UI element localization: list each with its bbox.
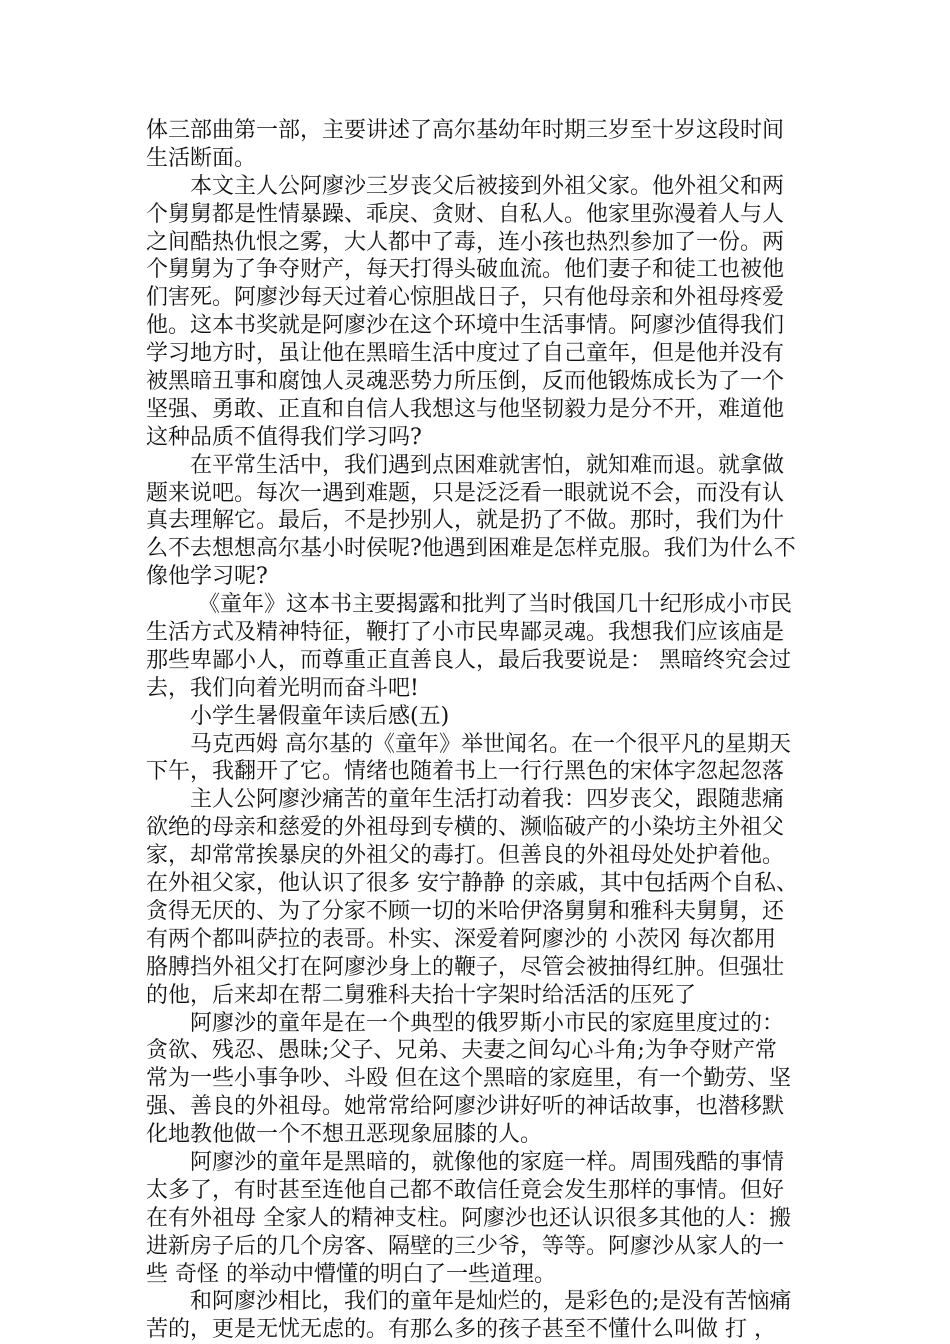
paragraph-start-line: 马克西姆 高尔基的《童年》举世闻名。在一个很平凡的星期天 (190, 731, 791, 757)
text-line: 贪得无厌的、为了分家不顾一切的米哈伊洛舅舅和雅科夫舅舅，还 (146, 898, 785, 924)
text-line: 学习地方时，虽让他在黑暗生活中度过了自己童年，但是他并没有 (146, 341, 785, 367)
paragraph-start-line: 《童年》这本书主要揭露和批判了当时俄国几十纪形成小市民 (198, 592, 793, 618)
text-line: 进新房子后的几个房客、隔壁的三少爷，等等。阿廖沙从家人的一 (146, 1233, 785, 1259)
text-line: 去，我们向着光明而奋斗吧! (146, 675, 419, 701)
text-line: 强、善良的外祖母。她常常给阿廖沙讲好听的神话故事，也潜移默 (146, 1094, 785, 1120)
text-line: 生活断面。 (146, 145, 257, 171)
paragraph-start-line: 主人公阿廖沙痛苦的童年生活打动着我：四岁丧父，跟随悲痛 (190, 787, 785, 813)
text-line: 个舅舅都是性情暴躁、乖戾、贪财、自私人。他家里弥漫着人与人 (146, 201, 785, 227)
text-line: 生活方式及精神特征，鞭打了小市民卑鄙灵魂。我想我们应该庙是 (146, 620, 785, 646)
paragraph-start-line: 在平常生活中，我们遇到点困难就害怕，就知难而退。就拿做 (190, 452, 785, 478)
text-line: 有两个都叫萨拉的表哥。朴实、深爱着阿廖沙的 小茨冈 每次都用 (146, 926, 776, 952)
text-line: 个舅舅为了争夺财产，每天打得头破血流。他们妻子和徒工也被他 (146, 257, 785, 283)
text-line: 么不去想想高尔基小时侯呢?他遇到困难是怎样克服。我们为什么不 (146, 536, 796, 562)
paragraph-start-line: 本文主人公阿廖沙三岁丧父后被接到外祖父家。他外祖父和两 (190, 173, 785, 199)
text-line: 体三部曲第一部，主要讲述了高尔基幼年时期三岁至十岁这段时间 (146, 118, 785, 143)
text-line: 这种品质不值得我们学习吗? (146, 424, 422, 450)
text-line: 化地教他做一个不想丑恶现象屈膝的人。 (146, 1122, 543, 1148)
text-line: 题来说吧。每次一遇到难题，只是泛泛看一眼就说不会，而没有认 (146, 480, 785, 506)
text-line: 在有外祖母 全家人的精神支柱。阿廖沙也还认识很多其他的人：搬 (146, 1205, 791, 1231)
document-body (146, 117, 816, 1344)
text-line: 太多了，有时甚至连他自己都不敢信任竟会发生那样的事情。但好 (146, 1177, 785, 1203)
text-line: 坚强、勇敢、正直和自信人我想这与他坚韧毅力是分不开，难道他 (146, 396, 785, 422)
text-line: 欲绝的母亲和慈爱的外祖母到专横的、濒临破产的小染坊主外祖父 (146, 815, 785, 841)
text-line: 贪欲、残忍、愚昧;父子、兄弟、夫妻之间勾心斗角;为争夺财产常 (146, 1038, 777, 1064)
text-line: 之间酷热仇恨之雾，大人都中了毒，连小孩也热烈参加了一份。两 (146, 229, 785, 255)
text-line: 家，却常常挨暴戾的外祖父的毒打。但善良的外祖母处处护着他。 (146, 843, 785, 869)
paragraph-start-line: 和阿廖沙相比，我们的童年是灿烂的，是彩色的;是没有苦恼痛 (190, 1289, 792, 1315)
text-line: 被黑暗丑事和腐蚀人灵魂恶势力所压倒，反而他锻炼成长为了一个 (146, 369, 785, 395)
section-heading: 小学生暑假童年读后感(五) (190, 703, 450, 729)
text-line: 他。这本书奖就是阿廖沙在这个环境中生活事情。阿廖沙值得我们 (146, 313, 785, 339)
text-line: 胳膊挡外祖父打在阿廖沙身上的鞭子，尽管会被抽得红肿。但强壮 (146, 954, 785, 980)
paragraph-start-line: 阿廖沙的童年是黑暗的，就像他的家庭一样。周围残酷的事情 (190, 1149, 785, 1175)
text-line: 苦的，更是无忧无虑的。有那么多的孩子甚至不懂什么叫做 打 ， (146, 1317, 776, 1343)
text-line: 在外祖父家，他认识了很多 安宁静静 的亲戚，其中包括两个自私、 (146, 871, 798, 897)
text-line: 们害死。阿廖沙每天过着心惊胆战日子，只有他母亲和外祖母疼爱 (146, 285, 785, 311)
text-line: 常为一些小事争吵、斗殴 但在这个黑暗的家庭里，有一个勤劳、坚 (146, 1066, 791, 1092)
text-line: 下午，我翻开了它。情绪也随着书上一行行黑色的宋体字忽起忽落 (146, 759, 785, 785)
text-line: 的他，后来却在帮二舅雅科夫抬十字架时给活活的压死了 (146, 982, 697, 1008)
text-line: 真去理解它。最后，不是抄别人，就是扔了不做。那时，我们为什 (146, 508, 785, 534)
text-line: 那些卑鄙小人，而尊重正直善良人，最后我要说是： 黑暗终究会过 (146, 647, 791, 673)
paragraph-start-line: 阿廖沙的童年是在一个典型的俄罗斯小市民的家庭里度过的： (190, 1010, 785, 1036)
text-line: 些 奇怪 的举动中懵懂的明白了一些道理。 (146, 1261, 556, 1287)
text-line: 像他学习呢? (146, 564, 268, 590)
